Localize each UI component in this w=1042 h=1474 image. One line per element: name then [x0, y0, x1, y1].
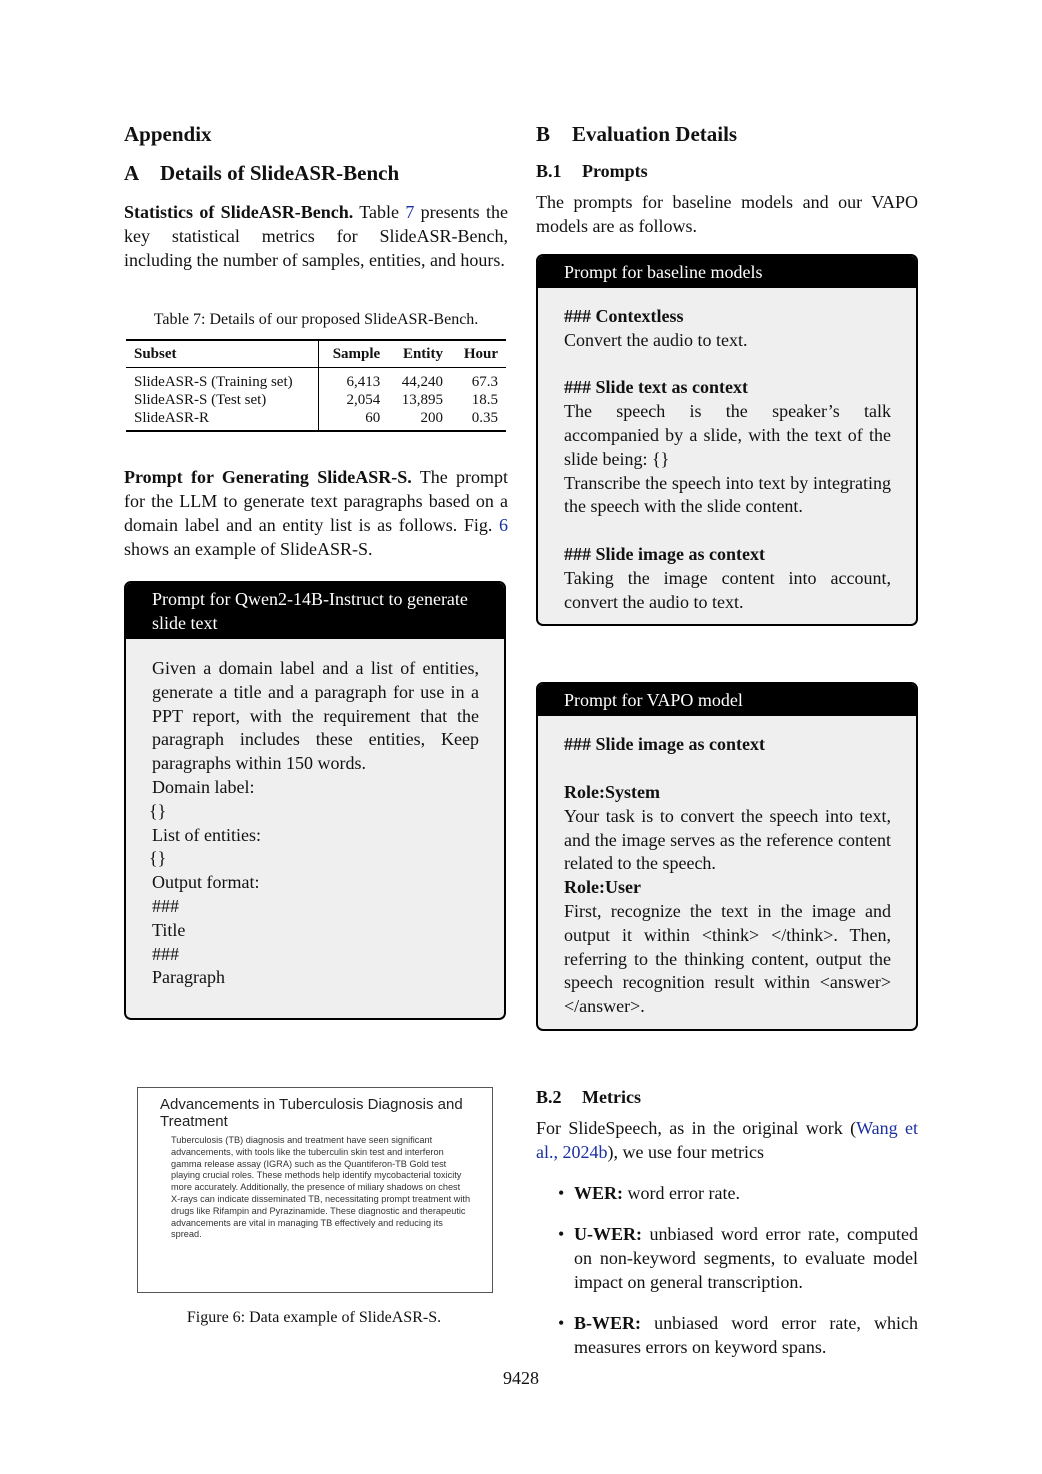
- vapo-heading-slide-image: ### Slide image as context: [564, 734, 765, 755]
- table-cell: 13,895: [401, 392, 443, 408]
- list-item: [536, 1181, 918, 1205]
- table-header-row: [126, 340, 506, 368]
- section-b-heading: [536, 122, 918, 147]
- metric-name: B-WER:: [574, 1312, 641, 1333]
- table-row: [126, 409, 506, 431]
- slide-example-figure: [137, 1087, 493, 1293]
- metrics-list: [536, 1181, 918, 1359]
- page-number: 9428: [503, 1368, 539, 1388]
- bullet-icon: •: [558, 1223, 565, 1244]
- table-header: Sample: [318, 340, 388, 368]
- table-cell: 0.35: [451, 409, 506, 431]
- right-column: [536, 122, 918, 1359]
- metrics-text-1: For SlideSpeech, as in the original work (: [536, 1117, 857, 1138]
- table-cell: 2,054: [346, 392, 381, 408]
- section-a-title: Details of SlideASR-Bench: [160, 161, 400, 185]
- qwen-prompt-box-title: Prompt for Qwen2-14B-Instruct to generate slide text: [126, 583, 504, 639]
- stats-paragraph: [124, 200, 508, 272]
- prompt-generation-text-2: shows an example of SlideASR-S.: [124, 539, 373, 559]
- table-cell: SlideASR-S (Training set): [126, 368, 318, 392]
- stats-text-2: presents the key statistical metrics for SlideASR-Bench, including the number of samples, entities, and hours.: [124, 202, 508, 270]
- list-item: [536, 1311, 918, 1359]
- figure-6-link[interactable]: 6: [499, 515, 508, 535]
- subsection-b2-heading: [536, 1087, 918, 1108]
- baseline-text-slide-text-1: The speech is the speaker’s talk accompanied by a slide, with the text of the slide being: {}: [564, 401, 891, 469]
- vapo-user-text: First, recognize the text in the image and output it within <think> </think>. Then, referring to the thinking content, output the speech recognition result within <answer> </answer>.: [564, 900, 891, 1017]
- qwen-prompt-box: [124, 581, 506, 1020]
- table-header: Hour: [451, 340, 506, 368]
- subsection-b2-title: Metrics: [582, 1086, 641, 1107]
- vapo-system-text: Your task is to convert the speech into text, and the image serves as the reference content related to the speech.: [564, 805, 891, 874]
- table-7-link[interactable]: 7: [405, 202, 415, 222]
- table-caption: Table 7: Details of our proposed SlideASR-Bench.: [153, 311, 479, 328]
- qwen-prompt-line: List of entities:: [152, 824, 261, 845]
- baseline-heading-slide-text: ### Slide text as context: [564, 377, 748, 398]
- vapo-role-user: Role:User: [564, 877, 641, 898]
- baseline-text-slide-text-2: Transcribe the speech into text by integrating the speech with the slide content.: [564, 472, 891, 517]
- baseline-prompt-box: [536, 254, 918, 626]
- table-cell: 18.5: [471, 392, 498, 408]
- metric-desc: unbiased word error rate, computed on non-keyword segments, to evaluate model impact on general transcription.: [574, 1223, 918, 1292]
- table-cell: SlideASR-R: [126, 409, 318, 431]
- metrics-text-2: ), we use four metrics: [607, 1141, 764, 1162]
- bullet-icon: •: [558, 1182, 565, 1203]
- baseline-heading-contextless: ### Contextless: [564, 306, 684, 326]
- vapo-prompt-box-title: Prompt for VAPO model: [538, 684, 916, 716]
- subsection-b1-heading: [536, 161, 918, 182]
- section-b-title: Evaluation Details: [572, 122, 738, 146]
- qwen-prompt-line: Title: [152, 919, 186, 940]
- qwen-prompt-line: ###: [152, 895, 179, 916]
- stats-table: [126, 339, 506, 432]
- slide-title: Advancements in Tuberculosis Diagnosis and Treatment: [160, 1096, 463, 1130]
- metric-desc: word error rate.: [623, 1182, 740, 1203]
- section-b-number: B: [536, 122, 551, 146]
- baseline-text-slide-image: Taking the image content into account, convert the audio to text.: [564, 567, 891, 612]
- table-row: [126, 368, 506, 392]
- baseline-prompt-box-title: Prompt for baseline models: [538, 256, 916, 288]
- baseline-text-contextless: Convert the audio to text.: [564, 329, 748, 350]
- stats-lead: Statistics of SlideASR-Bench.: [124, 202, 354, 222]
- qwen-prompt-line: {}: [149, 800, 167, 821]
- prompt-generation-text-1: The prompt for the LLM to generate text paragraphs based on a domain label and an entity list is as follows. Fig.: [124, 467, 509, 535]
- table-cell: SlideASR-S (Test set): [126, 391, 318, 409]
- qwen-prompt-line: ###: [152, 943, 179, 964]
- vapo-prompt-box: [536, 682, 918, 1031]
- wang-2024b-citation[interactable]: Wang et al., 2024b: [536, 1117, 918, 1162]
- figure-caption: Figure 6: Data example of SlideASR-S.: [186, 1309, 442, 1326]
- table-cell: 67.3: [471, 374, 498, 390]
- subsection-b1-number: B.1: [536, 161, 562, 181]
- slide-body-text: Tuberculosis (TB) diagnosis and treatment have seen significant advancements, with tools like the tuberculin skin test and interferon gamma release assay (IGRA) such as the Quantiferon-TB Gold test playing crucial roles. These methods help identify mycobacterial toxicity more accurately. Additionally, the presence of miliary shadows on chest X-rays can indicate disseminated TB, necessitating prompt treatment with drugs like Rifampin and Pyrazinamide. These diagnostic and therapeutic advancements are vital in managing TB effectively and reducing its spread.: [171, 1135, 471, 1240]
- table-cell: 44,240: [401, 374, 443, 390]
- section-a-number: A: [124, 161, 140, 185]
- table-header: Subset: [126, 340, 318, 368]
- stats-text-1: Table: [353, 202, 406, 222]
- metric-name: WER:: [574, 1182, 623, 1203]
- prompt-generation-paragraph: [124, 465, 508, 561]
- prompts-paragraph: The prompts for baseline models and our VAPO models are as follows.: [536, 192, 918, 236]
- subsection-b1-title: Prompts: [582, 161, 648, 181]
- table-row: [126, 391, 506, 409]
- left-column: [124, 122, 508, 1020]
- metrics-paragraph: [536, 1116, 918, 1164]
- qwen-prompt-line: Paragraph: [152, 967, 225, 988]
- appendix-heading: Appendix: [124, 122, 212, 146]
- prompt-generation-lead: Prompt for Generating SlideASR-S.: [124, 467, 412, 487]
- table-cell: 200: [388, 409, 451, 431]
- table-header: Entity: [388, 340, 451, 368]
- qwen-prompt-line: Output format:: [152, 872, 260, 893]
- vapo-role-system: Role:System: [564, 781, 660, 802]
- table-cell: 60: [318, 409, 388, 431]
- bullet-icon: •: [558, 1312, 565, 1333]
- subsection-b2-number: B.2: [536, 1086, 562, 1107]
- list-item: [536, 1222, 918, 1294]
- section-a-heading: [124, 161, 508, 186]
- baseline-heading-slide-image: ### Slide image as context: [564, 543, 765, 564]
- qwen-prompt-line: Domain label:: [152, 776, 255, 797]
- metric-desc: unbiased word error rate, which measures errors on keyword spans.: [574, 1312, 918, 1357]
- metric-name: U-WER:: [574, 1223, 642, 1244]
- qwen-prompt-line: {}: [149, 848, 167, 869]
- table-cell: 6,413: [346, 374, 381, 390]
- qwen-prompt-instruction: Given a domain label and a list of entities, generate a title and a paragraph for use in a PPT report, with the requirement that the paragraph includes these entities, Keep paragraphs within 150 words.: [152, 658, 479, 774]
